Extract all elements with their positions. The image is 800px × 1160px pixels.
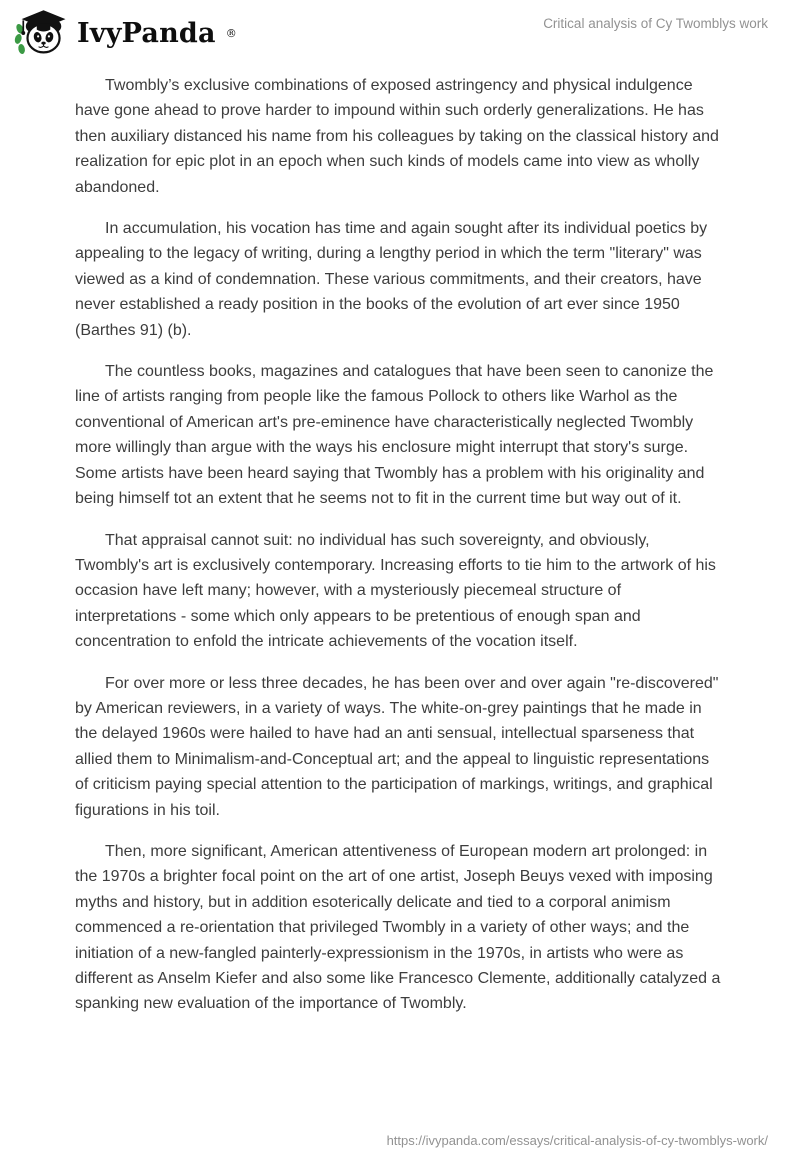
panda-graduation-cap-icon [14,8,68,58]
essay-paragraph: That appraisal cannot suit: no individual has such sovereignty, and obviously, Twombly's art is exclusively contemporary. Increasing efforts to tie him to the artwork of his occasion have left many; however, with a mysteriously piecemeal structure of interpretations - some which only appears to be pretentious of enough span and concentration to enfold the intricate achievements of the vocation itself. [75,531,716,651]
essay-paragraph: For over more or less three decades, he has been over and over again "re-discovered" by American reviewers, in a variety of ways. The white-on-grey paintings that he made in the delayed 1960s were hailed to have had an anti sensual, intellectual sparseness that allied them to Minimalism-and-Conceptual art; and the appeal to linguistic representations of criticism paying special attention to the participation of markings, writings, and graphical figurations in his toil. [75,674,719,819]
essay-paragraph: The countless books, magazines and catalogues that have been seen to canonize the line of artists ranging from people like the famous Pollock to others like Warhol as the conventional of American art's pre-eminence have characteristically neglected Twombly more willingly than argue with the ways his enclosure might interrupt that story's surge. Some artists have been heard saying that Twombly has a problem with his originality and being himself tot an extent that he seems not to fit in the current time but way out of it. [75,363,714,508]
essay-paragraph: In accumulation, his vocation has time and again sought after its individual poetics by appealing to the legacy of writing, during a lengthy period in which the term "literary" was viewed as a kind of condemnation. These various commitments, and their creators, have never established a ready position in the books of the evolution of art ever since 1950 (Barthes 91) (b). [75,220,708,339]
brand-name: IvyPanda [77,17,216,49]
document-title: Critical analysis of Cy Twomblys work [543,16,768,31]
page-header [0,0,800,64]
source-url: https://ivypanda.com/essays/critical-analysis-of-cy-twomblys-work/ [386,1133,768,1148]
registered-trademark: ® [225,26,237,40]
page-footer [387,1133,768,1148]
essay-body [0,64,800,1017]
brand [14,8,237,58]
essay-paragraph: Then, more significant, American attentiveness of European modern art prolonged: in the 1970s a brighter focal point on the art of one artist, Joseph Beuys vexed with imposing myths and history, but in addition esoterically delicate and tied to a corporal animism commenced a re-orientation that privileged Twombly in a variety of other ways; and the initiation of a new-fangled painterly-expressionism in the 1970s, in artists who were as different as Anselm Kiefer and also some like Francesco Clemente, additionally catalyzed a spanking new evaluation of the importance of Twombly. [75,842,721,1013]
essay-paragraph: Twombly’s exclusive combinations of exposed astringency and physical indulgence have gone ahead to prove harder to impound within such orderly generalizations. He has then auxiliary distanced his name from his colleagues by taking on the classical history and realization for epic plot in an epoch when such kinds of models came into view as wholly abandoned. [75,77,719,196]
